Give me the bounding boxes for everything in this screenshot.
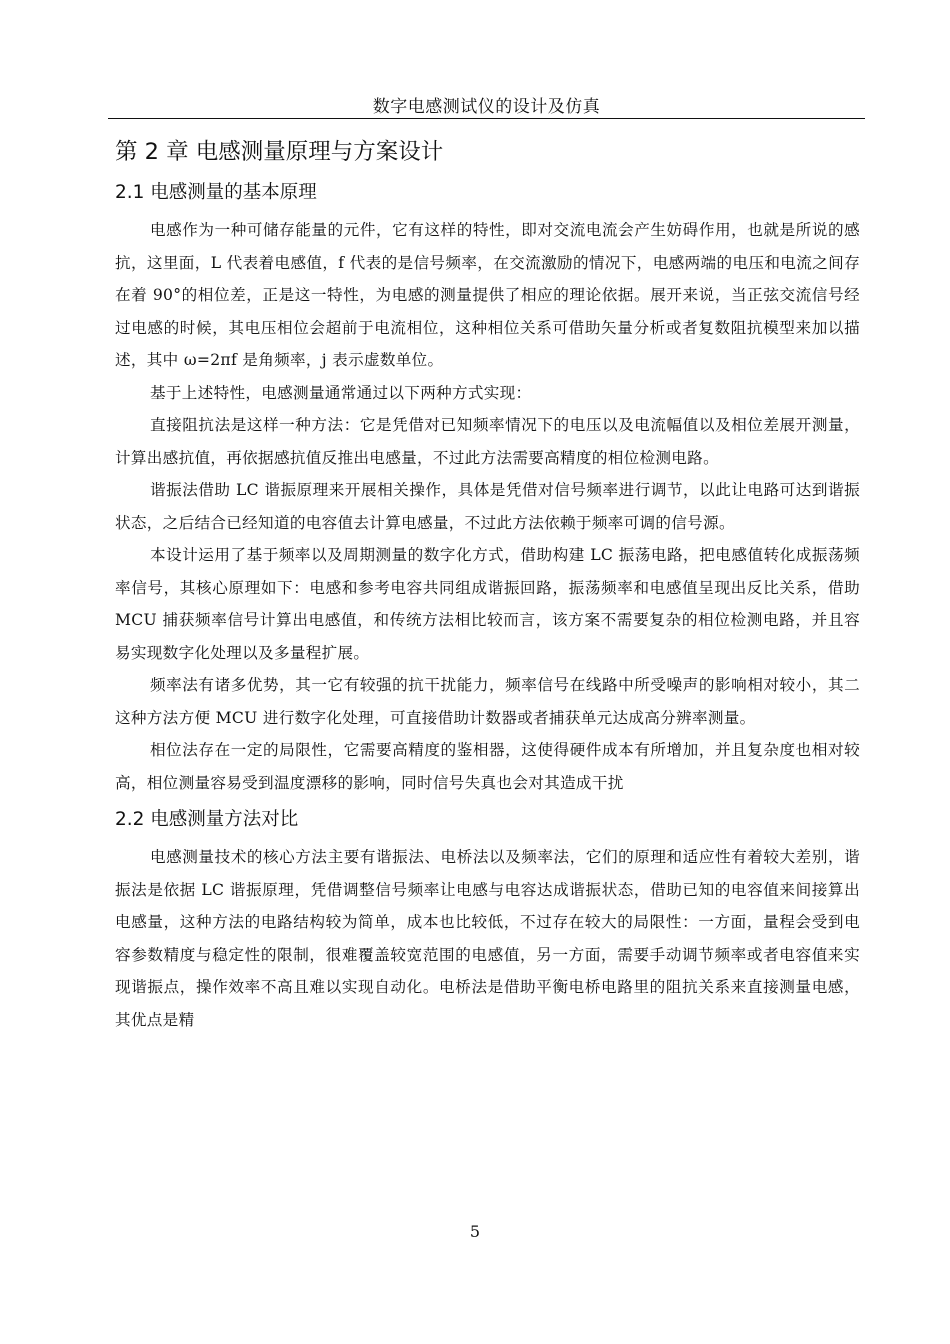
paragraph: 相位法存在一定的局限性，它需要高精度的鉴相器，这使得硬件成本有所增加，并且复杂度也相对较高，相位测量容易受到温度漂移的影响，同时信号失真也会对其造成干扰 [115,741,860,792]
section-2-2-title: 2.2 电感测量方法对比 [115,809,299,830]
section-2-1-title: 2.1 电感测量的基本原理 [115,182,317,203]
chapter-title: 第 2 章 电感测量原理与方案设计 [115,139,444,165]
running-header: 数字电感测试仪的设计及仿真 [372,97,601,117]
paragraph: 电感测量技术的核心方法主要有谐振法、电桥法以及频率法，它们的原理和适应性有着较大差别，谐振法是依据 LC 谐振原理，凭借调整信号频率让电感与电容达成谐振状态，借助已知的电容值来间接算出电感量，这种方法的电路结构较为简单，成本也比较低，不过存在较大的局限性：一方面，量程会受到电容参数精度与稳定性的限制，很难覆盖较宽范围的电感值，另一方面，需要手动调节频率或者电容值来实现谐振点，操作效率不高且难以实现自动化。电桥法是借助平衡电桥电路里的阻抗关系来直接测量电感，其优点是精 [115,848,860,1029]
page-number: 5 [469,1222,481,1241]
paragraph: 谐振法借助 LC 谐振原理来开展相关操作，具体是凭借对信号频率进行调节，以此让电路可达到谐振状态，之后结合已经知道的电容值去计算电感量，不过此方法依赖于频率可调的信号源。 [115,481,860,532]
paragraph: 电感作为一种可储存能量的元件，它有这样的特性，即对交流电流会产生妨碍作用，也就是所说的感抗，这里面，L 代表着电感值，f 代表的是信号频率，在交流激励的情况下，电感两端的电压和电流之间存在着 90°的相位差，正是这一特性，为电感的测量提供了相应的理论依据。展开来说，当正弦交流信号经过电感的时候，其电压相位会超前于电流相位，这种相位关系可借助矢量分析或者复数阻抗模型来加以描述，其中 ω=2πf 是角频率，j 表示虚数单位。 [115,221,860,369]
paragraph: 本设计运用了基于频率以及周期测量的数字化方式，借助构建 LC 振荡电路，把电感值转化成振荡频率信号，其核心原理如下：电感和参考电容共同组成谐振回路，振荡频率和电感值呈现出反比关系，借助 MCU 捕获频率信号计算出电感值，和传统方法相比较而言，该方案不需要复杂的相位检测电路，并且容易实现数字化处理以及多量程扩展。 [115,546,860,662]
paragraph: 基于上述特性，电感测量通常通过以下两种方式实现： [150,383,532,402]
paragraph: 直接阻抗法是这样一种方法：它是凭借对已知频率情况下的电压以及电流幅值以及相位差展开测量，计算出感抗值，再依据感抗值反推出电感量，不过此方法需要高精度的相位检测电路。 [115,416,860,467]
paragraph: 频率法有诸多优势，其一它有较强的抗干扰能力，频率信号在线路中所受噪声的影响相对较小，其二这种方法方便 MCU 进行数字化处理，可直接借助计数器或者捕获单元达成高分辨率测量。 [115,676,860,727]
page-body [115,132,860,1036]
header-divider [108,118,865,119]
